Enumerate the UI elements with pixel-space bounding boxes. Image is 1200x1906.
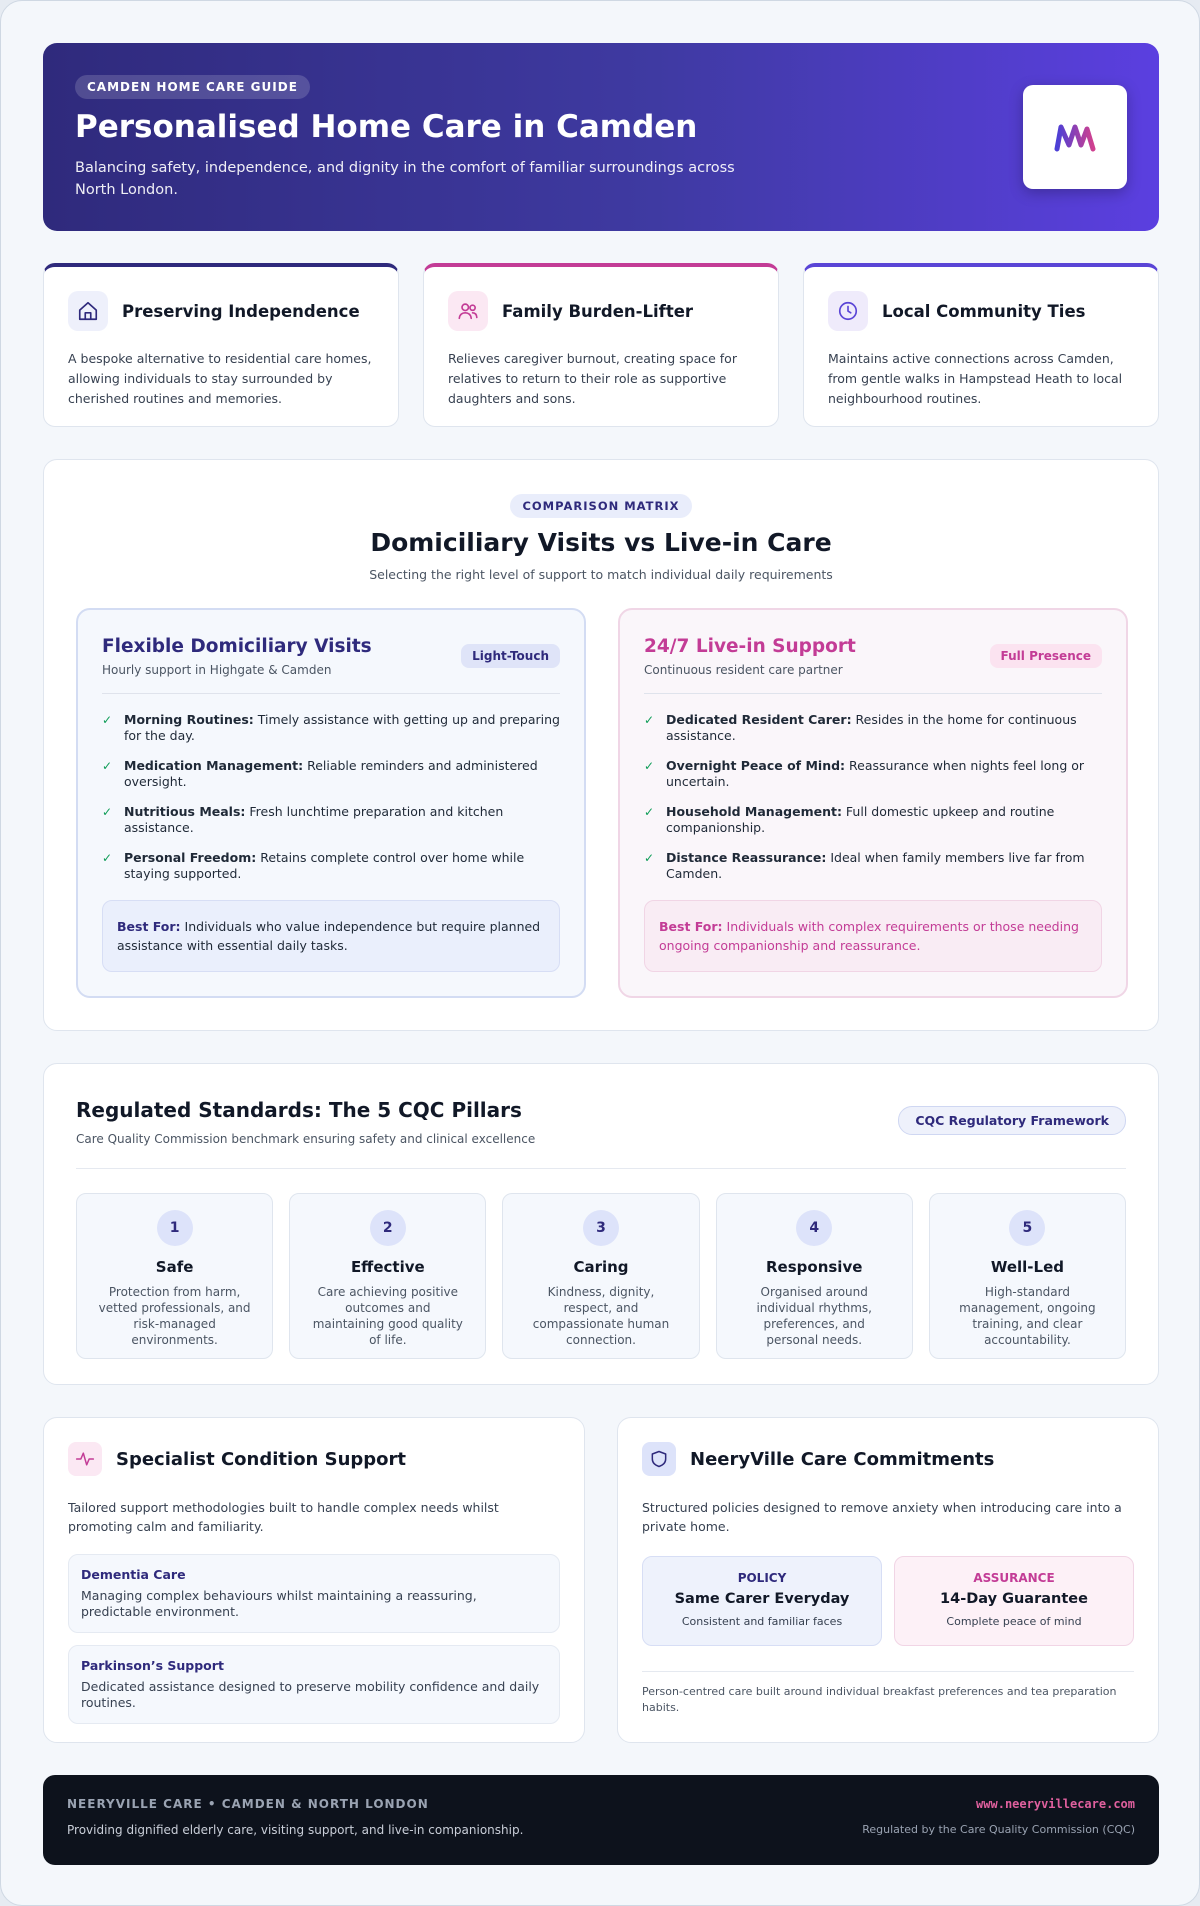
check-icon: ✓ <box>644 805 655 819</box>
feature-text: Relieves caregiver burnout, creating space for relatives to return to their role as supportive daughters and sons. <box>448 351 737 406</box>
feature-card-independence <box>43 263 399 427</box>
regulation-note: Regulated by the Care Quality Commission (CQC) <box>862 1823 1135 1836</box>
item-text: Reliable reminders and administered oversight. <box>124 758 538 789</box>
list-item <box>644 850 1102 882</box>
pillar-text: Care achieving positive outcomes and maintaining good quality of life. <box>312 1285 463 1347</box>
condition-title: Dementia Care <box>81 1567 186 1582</box>
best-for-text: Individuals with complex requirements or those needing ongoing companionship and reassurance. <box>659 919 1079 953</box>
pillar-title: Responsive <box>766 1258 863 1276</box>
full-presence-badge: Full Presence <box>990 644 1102 668</box>
best-for-label: Best For: <box>659 919 723 934</box>
pillar-text: Organised around individual rhythms, preferences, and personal needs. <box>756 1285 872 1347</box>
brand-logo-icon[interactable] <box>1023 85 1127 189</box>
list-item <box>102 758 560 790</box>
feature-title: Local Community Ties <box>882 301 1086 321</box>
item-text: Ideal when family members live far from Camden. <box>666 850 1085 881</box>
commitments-intro: Structured policies designed to remove anxiety when introducing care into a private home. <box>642 1500 1122 1534</box>
feature-card-family <box>423 263 779 427</box>
pillar-number: 1 <box>157 1210 193 1246</box>
hero-tag: CAMDEN HOME CARE GUIDE <box>75 75 310 99</box>
commitments-card <box>617 1417 1159 1743</box>
cqc-framework-badge: CQC Regulatory Framework <box>898 1106 1126 1135</box>
column-title: Flexible Domiciliary Visits <box>102 636 372 657</box>
item-text: Timely assistance with getting up and preparing for the day. <box>124 712 560 743</box>
condition-text: Dedicated assistance designed to preserve mobility confidence and daily routines. <box>81 1679 540 1710</box>
item-label: Distance Reassurance: <box>666 850 827 865</box>
support-and-commitments <box>43 1417 1159 1743</box>
commitments-title: NeeryVille Care Commitments <box>690 1448 995 1470</box>
list-item <box>644 804 1102 836</box>
condition-item-parkinsons <box>68 1645 560 1724</box>
tile-kicker: POLICY <box>737 1571 787 1585</box>
commitments-note: Person-centred care built around individual breakfast preferences and tea preparation habits. <box>642 1671 1134 1716</box>
home-icon <box>68 291 108 331</box>
feature-cards <box>43 263 1159 427</box>
item-text: Retains complete control over home while staying supported. <box>124 850 525 881</box>
pillar-title: Safe <box>155 1258 194 1276</box>
check-icon: ✓ <box>644 759 655 773</box>
feature-card-community <box>803 263 1159 427</box>
pillar-card <box>716 1193 913 1359</box>
tile-title: 14-Day Guarantee <box>940 1591 1088 1607</box>
item-label: Nutritious Meals: <box>124 804 246 819</box>
cqc-section <box>43 1063 1159 1385</box>
specialist-intro: Tailored support methodologies built to handle complex needs whilst promoting calm and familiarity. <box>68 1500 499 1534</box>
specialist-card <box>43 1417 585 1743</box>
footer-tagline: Providing dignified elderly care, visiting support, and live-in companionship. <box>67 1823 524 1837</box>
hero-subtitle: Balancing safety, independence, and dignity in the comfort of familiar surroundings across North London. <box>75 160 735 198</box>
light-touch-badge: Light-Touch <box>461 644 560 668</box>
check-icon: ✓ <box>102 851 113 865</box>
item-text: Reassurance when nights feel long or uncertain. <box>666 758 1085 789</box>
pillar-number: 2 <box>370 1210 406 1246</box>
column-title: 24/7 Live-in Support <box>644 636 856 657</box>
item-label: Morning Routines: <box>124 712 254 727</box>
column-subtitle: Continuous resident care partner <box>644 663 843 677</box>
comparison-section <box>43 459 1159 1031</box>
comparison-subtitle: Selecting the right level of support to match individual daily requirements <box>369 567 833 582</box>
best-for-box <box>644 900 1102 972</box>
divider <box>76 1168 1126 1169</box>
pillar-text: Kindness, dignity, respect, and compassionate human connection. <box>532 1285 670 1347</box>
pillar-text: Protection from harm, vetted professionals, and risk-managed environments. <box>98 1285 251 1347</box>
feature-title: Family Burden-Lifter <box>502 301 694 321</box>
pulse-icon <box>68 1442 102 1476</box>
tile-title: Same Carer Everyday <box>674 1591 850 1607</box>
item-text: Full domestic upkeep and routine companionship. <box>666 804 1055 835</box>
pillar-title: Well-Led <box>990 1258 1064 1276</box>
shield-icon <box>642 1442 676 1476</box>
feature-text: Maintains active connections across Camden, from gentle walks in Hampstead Heath to local neighbourhood routines. <box>828 351 1123 406</box>
item-label: Personal Freedom: <box>124 850 257 865</box>
users-icon <box>448 291 488 331</box>
specialist-title: Specialist Condition Support <box>116 1448 407 1470</box>
item-label: Medication Management: <box>124 758 304 773</box>
item-label: Dedicated Resident Carer: <box>666 712 852 727</box>
item-text: Resides in the home for continuous assistance. <box>666 712 1077 743</box>
pillar-card <box>289 1193 486 1359</box>
live-in-column <box>618 608 1128 998</box>
condition-title: Parkinson’s Support <box>81 1658 224 1673</box>
domiciliary-column <box>76 608 586 998</box>
feature-text: A bespoke alternative to residential care homes, allowing individuals to stay surrounded by cherished routines and memories. <box>68 351 372 406</box>
comparison-pill: COMPARISON MATRIX <box>510 494 691 518</box>
list-item <box>644 712 1102 744</box>
comparison-title: Domiciliary Visits vs Live-in Care <box>370 528 832 557</box>
check-icon: ✓ <box>102 713 113 727</box>
list-item <box>102 804 560 836</box>
tile-text: Consistent and familiar faces <box>681 1615 843 1628</box>
tile-kicker: ASSURANCE <box>973 1571 1055 1585</box>
pillar-number: 3 <box>583 1210 619 1246</box>
cqc-title: Regulated Standards: The 5 CQC Pillars <box>76 1098 522 1122</box>
pillar-card <box>502 1193 699 1359</box>
pillar-number: 5 <box>1009 1210 1045 1246</box>
policy-tile <box>642 1556 882 1646</box>
hero-banner <box>43 43 1159 231</box>
list-item <box>102 850 560 882</box>
check-icon: ✓ <box>644 713 655 727</box>
clock-icon <box>828 291 868 331</box>
pillar-title: Effective <box>350 1258 425 1276</box>
best-for-box <box>102 900 560 972</box>
best-for-text: Individuals who value independence but require planned assistance with essential daily tasks. <box>117 919 541 953</box>
pillar-card <box>929 1193 1126 1359</box>
pillar-title: Caring <box>573 1258 629 1276</box>
item-label: Household Management: <box>666 804 842 819</box>
item-label: Overnight Peace of Mind: <box>666 758 846 773</box>
check-icon: ✓ <box>102 759 113 773</box>
column-subtitle: Hourly support in Highgate & Camden <box>102 663 332 677</box>
check-icon: ✓ <box>644 851 655 865</box>
pillar-text: High-standard management, ongoing training, and clear accountability. <box>959 1285 1096 1347</box>
footer-brand: NEERYVILLE CARE • CAMDEN & NORTH LONDON <box>67 1797 429 1811</box>
condition-text: Managing complex behaviours whilst maintaining a reassuring, predictable environment. <box>81 1588 477 1619</box>
condition-item-dementia <box>68 1554 560 1633</box>
cqc-subtitle: Care Quality Commission benchmark ensuring safety and clinical excellence <box>76 1132 536 1146</box>
check-icon: ✓ <box>102 805 113 819</box>
pillar-number: 4 <box>796 1210 832 1246</box>
tile-text: Complete peace of mind <box>946 1615 1082 1628</box>
feature-title: Preserving Independence <box>122 301 360 321</box>
best-for-label: Best For: <box>117 919 181 934</box>
page-title: Personalised Home Care in Camden <box>75 109 698 145</box>
list-item <box>644 758 1102 790</box>
pillar-card <box>76 1193 273 1359</box>
item-text: Fresh lunchtime preparation and kitchen assistance. <box>124 804 504 835</box>
list-item <box>102 712 560 744</box>
footer <box>43 1775 1159 1865</box>
assurance-tile <box>894 1556 1134 1646</box>
website-link[interactable]: www.neeryvillecare.com <box>976 1797 1135 1811</box>
